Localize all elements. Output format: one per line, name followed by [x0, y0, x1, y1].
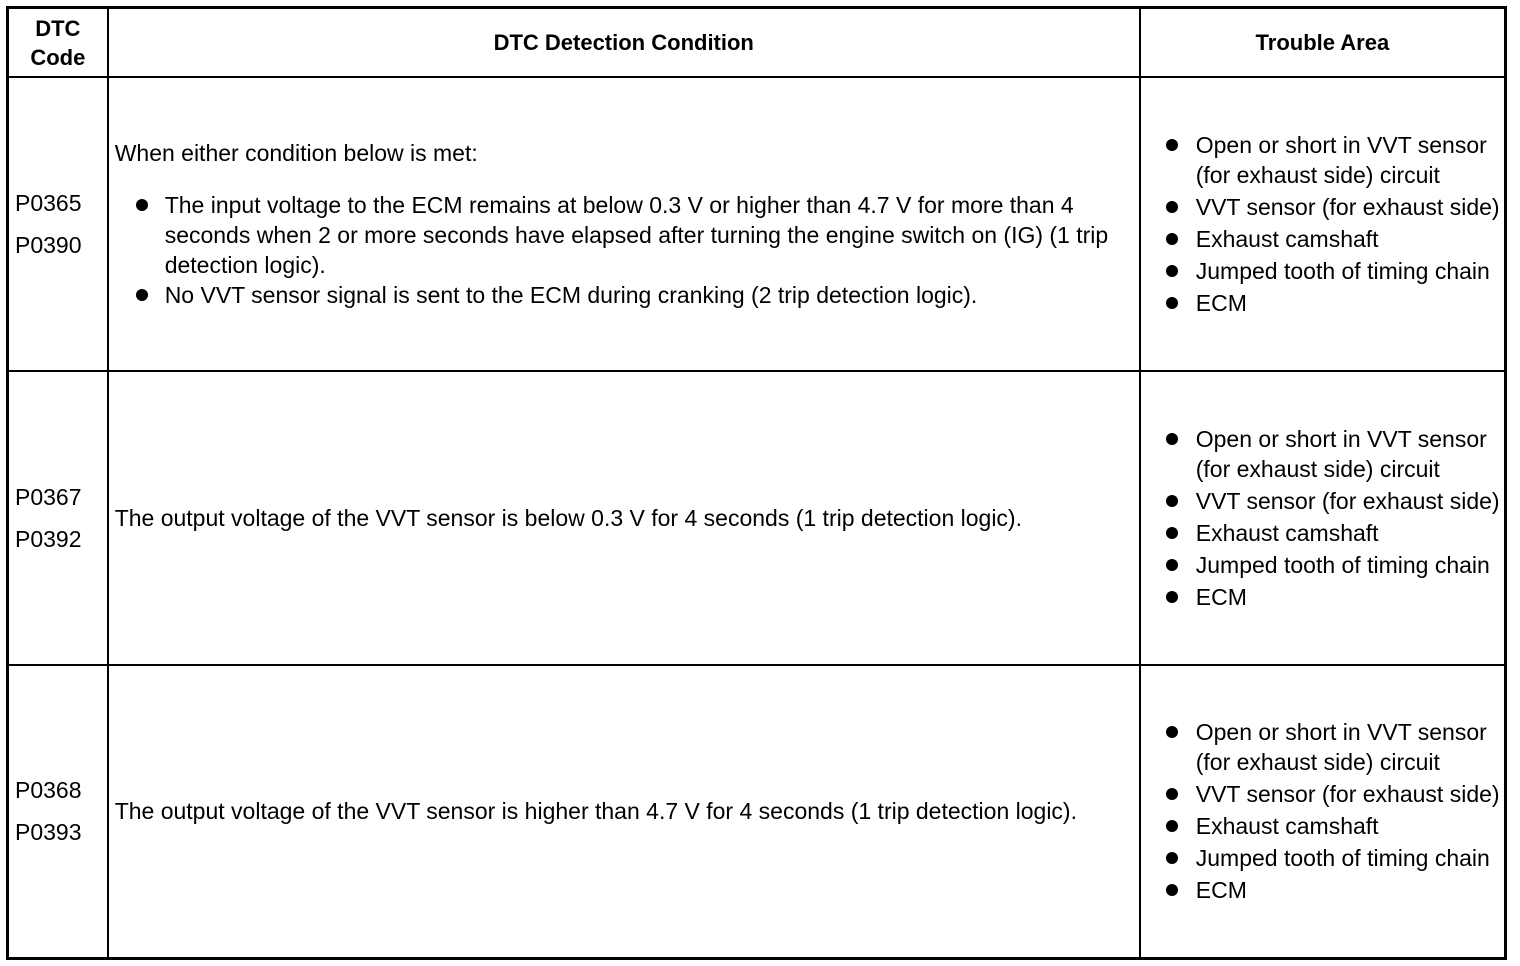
trouble-area-item: Jumped tooth of timing chain	[1141, 256, 1504, 286]
dtc-code-cell	[8, 665, 108, 959]
detection-condition-cell	[108, 665, 1140, 959]
detection-condition-cell	[108, 77, 1140, 371]
header-row	[8, 8, 1506, 78]
condition-item: The input voltage to the ECM remains at below 0.3 V or higher than 4.7 V for more than 4 seconds when 2 or more seconds have elapsed after turning the engine switch on (IG) (1 trip detection logic).	[115, 190, 1131, 280]
table-row	[8, 371, 1506, 665]
table-row	[8, 77, 1506, 371]
condition-item: No VVT sensor signal is sent to the ECM during cranking (2 trip detection logic).	[115, 280, 1131, 310]
trouble-area-item: ECM	[1141, 875, 1504, 905]
trouble-area-item: VVT sensor (for exhaust side)	[1141, 192, 1504, 222]
trouble-area-item: Open or short in VVT sensor (for exhaust side) circuit	[1141, 424, 1504, 484]
dtc-code: P0393	[15, 819, 82, 846]
trouble-area-item: VVT sensor (for exhaust side)	[1141, 486, 1504, 516]
dtc-code-cell	[8, 371, 108, 665]
condition-intro: When either condition below is met:	[114, 140, 478, 167]
trouble-area-item: Exhaust camshaft	[1141, 224, 1504, 254]
trouble-area-list	[1141, 424, 1504, 612]
trouble-area-item: Jumped tooth of timing chain	[1141, 550, 1504, 580]
header-code-line2: Code	[30, 44, 86, 70]
condition-list	[115, 190, 1131, 310]
trouble-area-list	[1141, 717, 1504, 905]
header-trouble-area: Trouble Area	[1140, 8, 1506, 78]
dtc-code: P0368	[15, 777, 82, 804]
dtc-code: P0390	[15, 232, 82, 259]
trouble-area-item: Exhaust camshaft	[1141, 518, 1504, 548]
trouble-area-cell	[1140, 665, 1506, 959]
trouble-area-item: Open or short in VVT sensor (for exhaust side) circuit	[1141, 717, 1504, 777]
header-code-line1: DTC	[35, 15, 81, 41]
trouble-area-cell	[1140, 77, 1506, 371]
dtc-table	[6, 6, 1507, 960]
condition-text: The output voltage of the VVT sensor is below 0.3 V for 4 seconds (1 trip detection logic).	[114, 504, 1022, 531]
header-dtc-code	[8, 8, 108, 78]
detection-condition-cell	[108, 371, 1140, 665]
trouble-area-item: Open or short in VVT sensor (for exhaust side) circuit	[1141, 130, 1504, 190]
dtc-code: P0365	[15, 190, 82, 217]
dtc-code-cell	[8, 77, 108, 371]
header-detection-condition: DTC Detection Condition	[108, 8, 1140, 78]
condition-text: The output voltage of the VVT sensor is higher than 4.7 V for 4 seconds (1 trip detection logic).	[114, 798, 1077, 825]
trouble-area-item: ECM	[1141, 582, 1504, 612]
dtc-code: P0367	[15, 483, 82, 510]
table-row	[8, 665, 1506, 959]
trouble-area-list	[1141, 130, 1504, 318]
trouble-area-item: Exhaust camshaft	[1141, 811, 1504, 841]
trouble-area-item: Jumped tooth of timing chain	[1141, 843, 1504, 873]
trouble-area-item: VVT sensor (for exhaust side)	[1141, 779, 1504, 809]
trouble-area-item: ECM	[1141, 288, 1504, 318]
dtc-code: P0392	[15, 525, 82, 552]
trouble-area-cell	[1140, 371, 1506, 665]
